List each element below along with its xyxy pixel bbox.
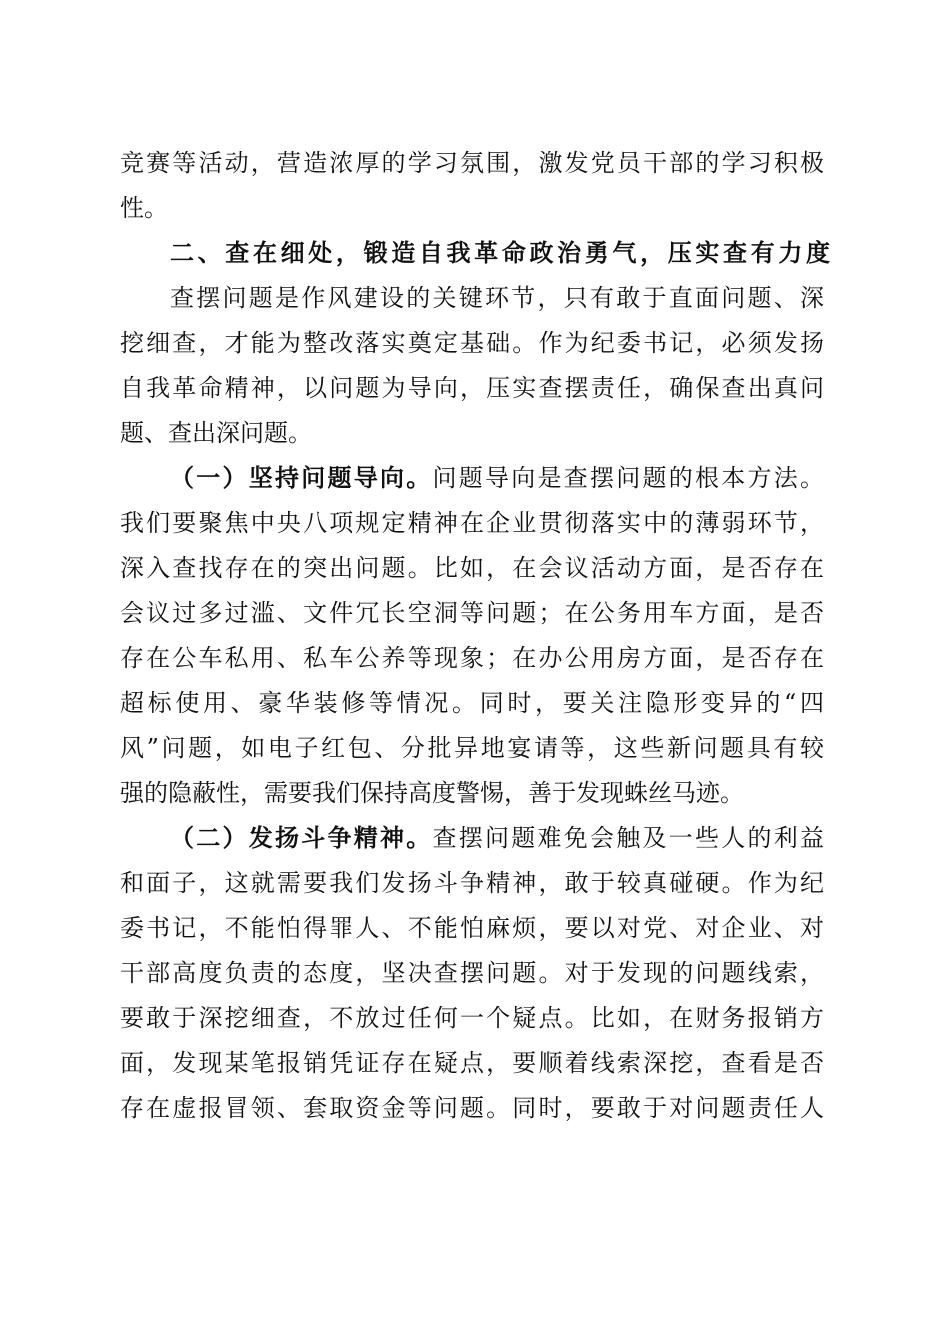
paragraph-line: 风”问题，如电子红包、分批异地宴请等，这些新问题具有较 [120,734,824,762]
paragraph-line: 会议过多过滥、文件冗长空洞等问题；在公务用车方面，是否 [120,599,824,627]
subsection-first-line [170,463,824,493]
paragraph-line: 挖细查，才能为整改落实奠定基础。作为纪委书记，必须发扬 [120,329,824,357]
paragraph-text: 问题导向是查摆问题的根本方法。 [432,464,824,492]
paragraph-line: 深入查找存在的突出问题。比如，在会议活动方面，是否存在 [120,554,824,582]
subsection-title: （二）发扬斗争精神。 [170,823,433,852]
subsection-title: （一）坚持问题导向。 [170,463,433,492]
paragraph-line: 存在公车私用、私车公养等现象；在办公用房方面，是否存在 [120,644,824,672]
paragraph-line: 要敢于深挖细查，不放过任何一个疑点。比如，在财务报销方 [120,1004,824,1032]
paragraph-line: 强的隐蔽性，需要我们保持高度警惕，善于发现蛛丝马迹。 [120,779,744,807]
paragraph-line: 面，发现某笔报销凭证存在疑点，要顺着线索深挖，查看是否 [120,1049,824,1077]
paragraph-line: 查摆问题是作风建设的关键环节，只有敢于直面问题、深 [170,284,824,312]
paragraph-line: 和面子，这就需要我们发扬斗争精神，敢于较真碰硬。作为纪 [120,869,824,897]
paragraph-line: 委书记，不能怕得罪人、不能怕麻烦，要以对党、对企业、对 [120,914,824,942]
paragraph-line: 存在虚报冒领、套取资金等问题。同时，要敢于对问题责任人 [120,1094,824,1122]
paragraph-line: 我们要聚焦中央八项规定精神在企业贯彻落实中的薄弱环节， [120,509,824,537]
section-heading: 二、查在细处，锻造自我革命政治勇气，压实查有力度 [170,239,830,267]
paragraph-line: 自我革命精神，以问题为导向，压实查摆责任，确保查出真问 [120,374,824,402]
paragraph-line: 题、查出深问题。 [120,419,312,447]
paragraph-line: 性。 [120,194,168,222]
paragraph-text: 查摆问题难免会触及一些人的利益 [432,824,824,852]
paragraph-line: 干部高度负责的态度，坚决查摆问题。对于发现的问题线索， [120,959,824,987]
paragraph-line: 超标使用、豪华装修等情况。同时，要关注隐形变异的“四 [120,689,824,717]
subsection-first-line [170,823,824,853]
paragraph-line: 竞赛等活动，营造浓厚的学习氛围，激发党员干部的学习积极 [120,149,824,177]
